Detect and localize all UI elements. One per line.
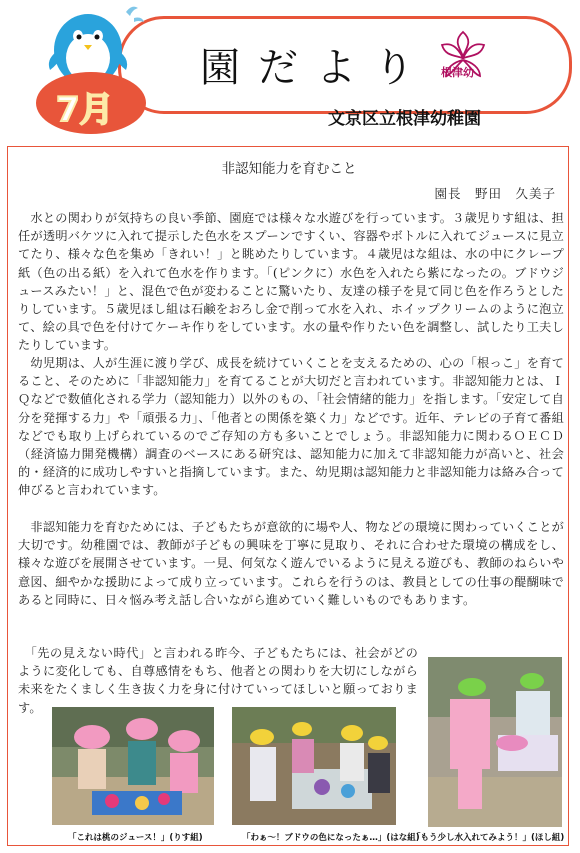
month-label: 7月	[56, 90, 114, 130]
article-title: 非認知能力を育むこと	[221, 161, 357, 177]
school-name: 文京区立根津幼稚園	[328, 109, 481, 129]
photo-1	[52, 707, 214, 825]
photo-2	[232, 707, 396, 825]
school-emblem-icon	[434, 28, 492, 90]
paragraph-2: 幼児期は、人が生涯に渡り学び、成長を続けていくことを支えるための、心の「根っこ」を育てること、そのために「非認知能力」を育てることが大切だと言われています。非認知能力とは、ＩＱなどで数値化される学力（認知能力）以外のもの、「社会情緒的能力」を指します。「安定して自分を発揮する力」や「頑張る力」、「他者との関係を築く力」などです。近年、テレビの子育て番組などでも取り上げられているのでご存知の方も多いことでしょう。非認知能力に関わるＯＥＣＤ（経済協力開発機構）調査のベースにある研究は、認知能力に加えて非認知能力が高いと、社会的・経済的に成功しやすいと指摘しています。また、幼児期は認知能力と非認知能力は絡み合って伸びると言われています。	[18, 356, 564, 498]
photo-3	[428, 657, 562, 827]
paragraph-3: 非認知能力を育むためには、子どもたちが意欲的に場や人、物などの環境に関わっていくことが大切です。幼稚園では、教師が子どもの興味を丁寧に見取り、それに合わせた環境の構成をし、様々な遊びを展開させています。一見、何気なく遊んでいるように見える遊びも、教師のねらいや意図、細やかな援助によって成り立っています。これらを行うのは、教員としての仕事の醍醐味であると同時に、日々悩み考え話し合いながら進めていく難しいものでもあります。	[18, 520, 564, 607]
emblem-label: 根津幼	[441, 66, 474, 79]
paragraph-4: 「先の見えない時代」と言われる昨今、子どもたちには、社会がどのように変化しても、自尊感情をもち、他者との関わりを大切にしながら未来をたくましく生き抜く力を身に付けていってほしいと願っております。	[18, 646, 418, 715]
article-author: 園長 野田 久美子	[434, 186, 556, 201]
newsletter-header	[0, 0, 580, 140]
photo-1-caption: 「これは桃のジュース！」(りす組)	[68, 833, 203, 843]
photo-3-image	[428, 657, 562, 827]
article-box	[7, 146, 569, 846]
photo-2-caption: 「わぁ～！ブドウの色になったぁ…」(はな組)	[242, 833, 420, 843]
photo-2-image	[232, 707, 396, 825]
newsletter-title: 園だより	[200, 45, 432, 91]
photo-1-image	[52, 707, 214, 825]
paragraph-1: 水との関わりが気持ちの良い季節、園庭では様々な水遊びを行っています。３歳児りす組は、担任が透明バケツに入れて提示した色水をスプーンですくい、容器やボトルに入れてジュースに見立てたり、様々な色を集め「きれい！」と眺めたりしています。４歳児はな組は、水の中にクレープ紙（色の出る紙）を入れて色水を作ります。「(ピンクに）水色を入れたら紫になったの。ブドウジュースみたい！」と、混色で色が変わることに驚いたり、友達の様子を見て同じ色を作ろうとしたりしています。５歳児ほし組は石鹸をおろし金で削って水を入れ、ホイップクリームのように泡立て、絵の具で色を付けてケーキ作りをしています。水の量や作りたい色を調整し、試したり工夫したりしています。	[18, 211, 564, 353]
photo-3-caption: 「もう少し水入れてみよう！」(ほし組)	[412, 833, 565, 843]
